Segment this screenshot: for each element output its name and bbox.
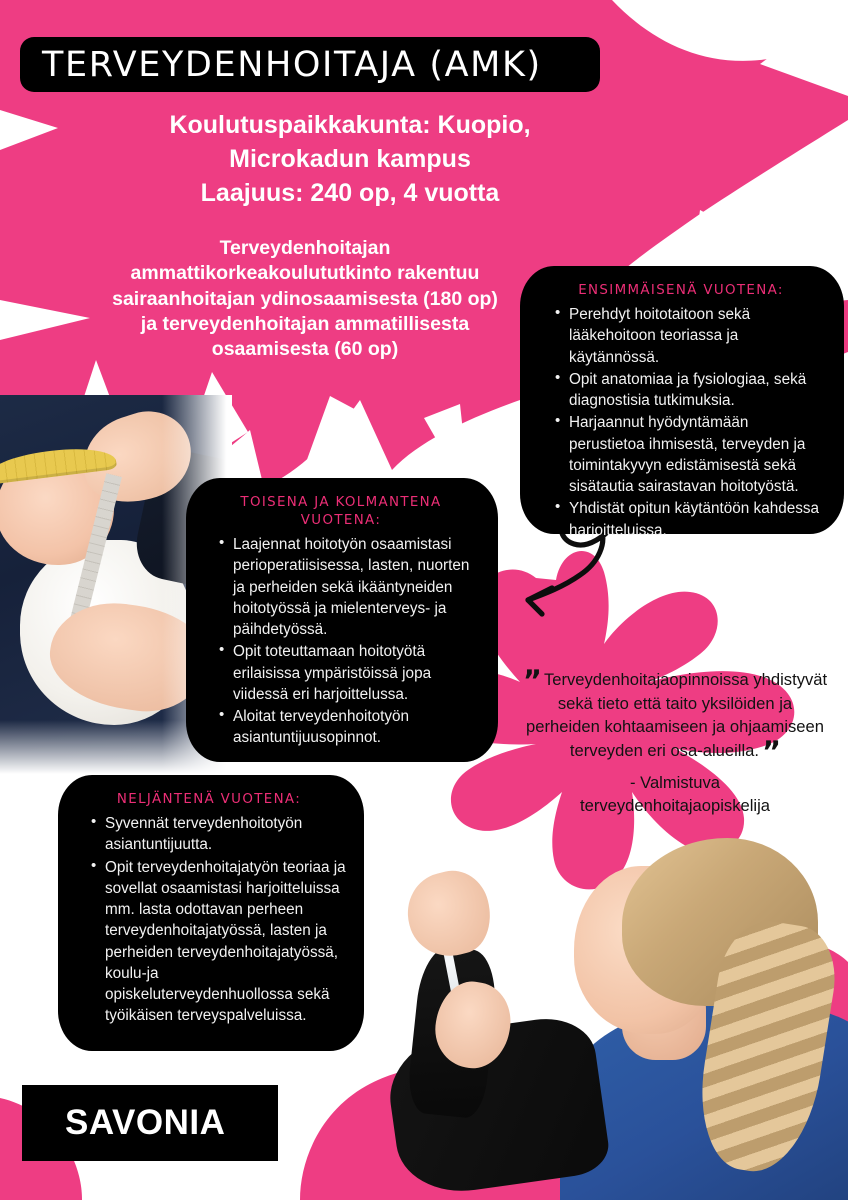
- card-year-four: [58, 775, 364, 1051]
- quote-author-line-1: - Valmistuva: [629, 773, 721, 793]
- list-item: • Opit anatomiaa ja fysiologiaa, sekä diagnostisia tutkimuksia.: [555, 369, 826, 412]
- list-item: • Laajennat hoitotyön osaamistasi perioperatiisisessa, lasten, nuorten ja perheiden sekä ikääntyneiden hoitotyössä ja mielenterveys- ja päihdetyössä.: [219, 534, 482, 640]
- intro-line-5: osaamisesta (60 op): [211, 338, 399, 361]
- list-item: • Yhdistät opitun käytäntöön kahdessa harjoitteluissa.: [555, 498, 826, 541]
- header-details: [90, 108, 610, 210]
- intro-line-4: ja terveydenhoitajan ammatillisesta: [140, 313, 470, 336]
- page-title: TERVEYDENHOITAJA (AMK): [42, 44, 542, 85]
- card-year-two-three: [186, 478, 498, 762]
- list-item: • Syvennät terveydenhoitotyön asiantuntijuutta.: [91, 813, 346, 856]
- list-item: • Opit toteuttamaan hoitotyötä erilaisissa ympäristöissä jopa viidessä eri harjoittelussa.: [219, 641, 482, 705]
- savonia-logo-text: SAVONIA: [65, 1103, 226, 1142]
- quote-text-wrapper: [520, 664, 830, 769]
- list-item: • Aloitat terveydenhoitotyön asiantuntijuusopinnot.: [219, 706, 482, 749]
- list-item: • Harjaannut hyödyntämään perustietoa ihmisestä, terveyden ja toimintakyvyn edistämisestä sekä sisätautia sairastavan hoitotyöstä.: [555, 412, 826, 497]
- photo-nursing-student: [378, 830, 848, 1200]
- intro-line-2: ammattikorkeakoulututkinto rakentuu: [130, 262, 480, 285]
- photo-nurse-hand-upper: [399, 863, 499, 964]
- intro-line-1: Terveydenhoitajan: [219, 237, 391, 259]
- savonia-logo: [22, 1085, 278, 1161]
- header-location-line-2: Microkadun kampus: [229, 145, 471, 173]
- list-item: • Opit terveydenhoitajatyön teoriaa ja sovellat osaamistasi harjoitteluissa mm. lasta odottavan perheen terveydenhoitajatyössä, lasten ja perheiden terveydenhoitajatyössä, koulu-ja opiskeluterveydenhuollossa sekä työikäisen terveyspalveluissa.: [91, 857, 346, 1027]
- card-year-four-list: [72, 813, 346, 1027]
- student-quote: [520, 664, 830, 818]
- card-year-one: [520, 266, 844, 539]
- header-scope-line: Laajuus: 240 op, 4 vuotta: [200, 179, 500, 207]
- header-location-line-1: Koulutuspaikkakunta: Kuopio,: [169, 111, 531, 139]
- card-year-one-list: [536, 304, 826, 541]
- quote-close-mark: ”: [762, 734, 781, 769]
- card-year-one-title: ENSIMMÄISENÄ VUOTENA:: [578, 283, 784, 298]
- quote-attribution: [520, 771, 830, 817]
- intro-paragraph: [85, 236, 525, 363]
- card-year-two-three-list: [200, 534, 482, 749]
- card-year-two-three-title: TOISENA JA KOLMANTENA VUOTENA:: [240, 495, 442, 529]
- page-title-pill: [20, 37, 600, 92]
- list-item: • Perehdyt hoitotaitoon sekä lääkehoitoon teoriassa ja käytännössä.: [555, 304, 826, 368]
- quote-open-mark: ”: [522, 664, 541, 698]
- intro-line-3: sairaanhoitajan ydinosaamisesta (180 op): [112, 287, 498, 310]
- quote-author-line-2: terveydenhoitajaopiskelija: [579, 796, 771, 816]
- quote-body: Terveydenhoitajaopinnoissa yhdistyvät sekä tieto että taito yksilöiden ja perheiden kohtaamiseen ja ohjaamiseen terveyden eri osa-alueilla.: [526, 670, 828, 760]
- card-year-four-title: NELJÄNTENÄ VUOTENA:: [116, 792, 302, 807]
